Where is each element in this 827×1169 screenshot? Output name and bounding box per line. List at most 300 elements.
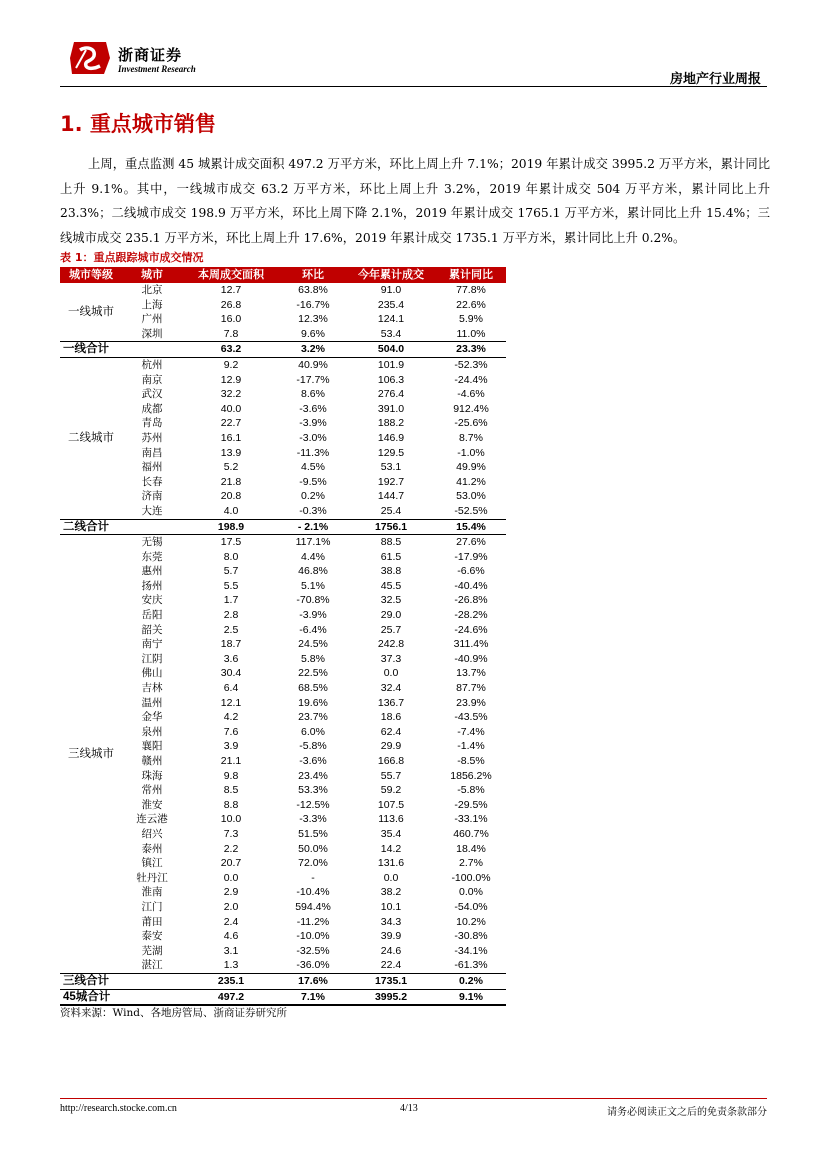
ytd-cell: 3995.2 xyxy=(346,989,436,1005)
wow-cell: -16.7% xyxy=(296,298,330,311)
table-row xyxy=(60,871,506,886)
city-cell: 南宁 xyxy=(141,638,163,651)
table-row xyxy=(60,608,506,623)
city-cell: 福州 xyxy=(141,461,163,474)
wow-cell: -10.0% xyxy=(296,930,330,943)
wow-cell: 4.4% xyxy=(301,550,325,563)
table-row xyxy=(60,915,506,930)
wow-cell: - xyxy=(311,871,315,884)
weekly-area-cell: 5.5 xyxy=(223,579,239,592)
header-yoy: 累计同比 xyxy=(436,267,506,283)
ytd-cell: 22.4 xyxy=(380,959,402,972)
city-cell: 温州 xyxy=(141,696,163,709)
yoy-cell: 18.4% xyxy=(456,842,486,855)
ytd-cell: 29.0 xyxy=(380,609,402,622)
ytd-cell: 166.8 xyxy=(377,755,405,767)
subtotal-label: 三线合计 xyxy=(60,973,182,989)
city-cell: 广州 xyxy=(141,313,163,326)
table-row xyxy=(60,489,506,504)
wow-cell: 9.6% xyxy=(301,327,325,340)
wow-cell: -12.5% xyxy=(296,798,330,811)
weekly-area-cell: 2.5 xyxy=(223,623,239,636)
header-city: 城市 xyxy=(122,267,182,283)
city-cell: 吉林 xyxy=(141,682,163,695)
brand-name-en: Investment Research xyxy=(118,64,196,74)
source-note: 资料来源：Wind、各地房管局、浙商证券研究所 xyxy=(60,1007,287,1019)
yoy-cell: 41.2% xyxy=(456,475,486,488)
grand-total-row xyxy=(60,989,506,1005)
city-cell: 惠州 xyxy=(141,565,163,578)
yoy-cell: 13.7% xyxy=(456,667,486,680)
weekly-area-cell: 32.2 xyxy=(220,388,242,401)
weekly-area-cell: 63.2 xyxy=(182,342,280,358)
company-logo-icon xyxy=(66,38,114,78)
table-row xyxy=(60,460,506,475)
wow-cell: 117.1% xyxy=(280,535,346,550)
ytd-cell: 32.4 xyxy=(380,682,402,695)
city-cell: 牡丹江 xyxy=(136,871,168,884)
section-title: 1. 重点城市销售 xyxy=(60,112,216,136)
ytd-cell: 1756.1 xyxy=(346,519,436,535)
wow-cell: 3.2% xyxy=(280,342,346,358)
ytd-cell: 391.0 xyxy=(377,402,405,415)
wow-cell: 4.5% xyxy=(301,461,325,474)
footer-divider xyxy=(60,1098,767,1099)
subtotal-row xyxy=(60,519,506,535)
table-row xyxy=(60,652,506,667)
wow-cell: 68.5% xyxy=(298,682,328,695)
yoy-cell: -25.6% xyxy=(454,417,488,430)
ytd-cell: 276.4 xyxy=(377,388,405,401)
ytd-cell: 192.7 xyxy=(377,475,405,488)
yoy-cell: 0.0% xyxy=(459,886,483,899)
yoy-cell: -33.1% xyxy=(454,813,488,826)
grand-total-label: 45城合计 xyxy=(60,989,182,1005)
ytd-cell: 235.4 xyxy=(377,298,405,311)
header-wow: 环比 xyxy=(280,267,346,283)
table-row xyxy=(60,402,506,417)
city-cell: 南京 xyxy=(141,373,163,386)
yoy-cell: 311.4% xyxy=(453,638,489,651)
table-row xyxy=(60,312,506,327)
weekly-area-cell: 2.4 xyxy=(223,915,239,928)
wow-cell: 17.6% xyxy=(280,973,346,989)
footer-url[interactable]: http://research.stocke.com.cn xyxy=(60,1103,177,1114)
yoy-cell: -4.6% xyxy=(457,388,485,401)
city-cell: 金华 xyxy=(141,711,163,724)
weekly-area-cell: 8.5 xyxy=(223,784,239,797)
city-cell: 绍兴 xyxy=(141,827,163,840)
yoy-cell: -28.2% xyxy=(454,609,488,622)
weekly-area-cell: 198.9 xyxy=(182,519,280,535)
disclaimer-note: 请务必阅读正文之后的免责条款部分 xyxy=(607,1107,767,1118)
weekly-area-cell: 2.0 xyxy=(223,900,239,913)
table-header-row xyxy=(60,267,506,283)
weekly-area-cell: 235.1 xyxy=(182,973,280,989)
wow-cell: 50.0% xyxy=(298,842,328,855)
ytd-cell: 106.3 xyxy=(377,373,405,386)
table-row xyxy=(60,446,506,461)
wow-cell: -3.6% xyxy=(299,755,327,767)
wow-cell: 51.5% xyxy=(298,827,328,840)
weekly-area-cell: 16.0 xyxy=(220,313,242,326)
ytd-cell: 10.1 xyxy=(380,900,402,913)
city-cell: 无锡 xyxy=(122,535,182,550)
yoy-cell: -17.9% xyxy=(454,550,488,563)
table-row xyxy=(60,623,506,638)
yoy-cell: -52.3% xyxy=(436,357,506,372)
yoy-cell: -24.6% xyxy=(454,623,488,636)
ytd-cell: 129.5 xyxy=(377,446,405,459)
yoy-cell: 23.9% xyxy=(456,696,486,709)
table-row xyxy=(60,373,506,388)
yoy-cell: 77.8% xyxy=(456,284,486,296)
ytd-cell: 61.5 xyxy=(380,550,402,563)
ytd-cell: 14.2 xyxy=(380,842,402,855)
yoy-cell: -40.9% xyxy=(454,652,488,665)
ytd-cell: 1735.1 xyxy=(346,973,436,989)
weekly-area-cell: 4.2 xyxy=(223,711,239,724)
yoy-cell: -1.4% xyxy=(457,740,485,753)
city-level-cell: 三线城市 xyxy=(60,535,122,974)
city-cell: 深圳 xyxy=(141,327,163,340)
weekly-area-cell: 18.7 xyxy=(220,638,242,651)
city-cell: 襄阳 xyxy=(141,740,163,753)
table-row xyxy=(60,783,506,798)
yoy-cell: -43.5% xyxy=(454,711,488,724)
city-cell: 常州 xyxy=(141,784,163,797)
ytd-cell: 18.6 xyxy=(380,711,402,724)
city-cell: 淮安 xyxy=(141,798,163,811)
yoy-cell: 49.9% xyxy=(456,461,486,474)
wow-cell: -6.4% xyxy=(299,623,327,636)
yoy-cell: 22.6% xyxy=(456,298,486,311)
table-row xyxy=(60,696,506,711)
ytd-cell: 107.5 xyxy=(377,798,405,811)
table-row xyxy=(60,944,506,959)
city-sales-table xyxy=(60,267,506,1006)
wow-cell: 6.0% xyxy=(301,725,325,738)
weekly-area-cell: 10.0 xyxy=(220,813,242,826)
ytd-cell: 188.2 xyxy=(377,417,405,430)
ytd-cell: 53.4 xyxy=(380,327,402,340)
yoy-cell: 10.2% xyxy=(456,915,486,928)
table-row xyxy=(60,812,506,827)
city-cell: 泉州 xyxy=(141,725,163,738)
city-cell: 镇江 xyxy=(141,857,163,870)
ytd-cell: 37.3 xyxy=(380,652,402,665)
ytd-cell: 29.9 xyxy=(380,740,402,753)
city-cell: 泰州 xyxy=(141,842,163,855)
table-row xyxy=(60,725,506,740)
wow-cell: 63.8% xyxy=(298,284,328,296)
table-row xyxy=(60,550,506,565)
ytd-cell: 144.7 xyxy=(377,490,405,503)
yoy-cell: -1.0% xyxy=(457,446,485,459)
ytd-cell: 88.5 xyxy=(346,535,436,550)
weekly-area-cell: 17.5 xyxy=(182,535,280,550)
weekly-area-cell: 3.9 xyxy=(223,740,239,753)
city-cell: 韶关 xyxy=(141,623,163,636)
report-type: 房地产行业周报 xyxy=(669,72,761,87)
wow-cell: 8.6% xyxy=(301,388,325,401)
wow-cell: -0.3% xyxy=(299,504,327,517)
ytd-cell: 32.5 xyxy=(380,594,402,607)
wow-cell: 53.3% xyxy=(298,784,328,797)
wow-cell: 23.7% xyxy=(298,711,328,724)
weekly-area-cell: 20.8 xyxy=(220,490,242,503)
weekly-area-cell: 21.8 xyxy=(220,475,242,488)
weekly-area-cell: 12.1 xyxy=(220,696,242,709)
table-row xyxy=(60,327,506,342)
city-cell: 江阴 xyxy=(141,652,163,665)
ytd-cell: 25.7 xyxy=(380,623,402,636)
wow-cell: -32.5% xyxy=(296,944,330,957)
yoy-cell: -34.1% xyxy=(454,944,488,957)
ytd-cell: 45.5 xyxy=(380,579,402,592)
table-row xyxy=(60,739,506,754)
weekly-area-cell: 40.0 xyxy=(220,402,242,415)
weekly-area-cell: 13.9 xyxy=(220,446,242,459)
yoy-cell: 11.0% xyxy=(456,327,486,340)
yoy-cell: -8.5% xyxy=(457,755,485,767)
ytd-cell: 242.8 xyxy=(377,638,405,651)
wow-cell: -5.8% xyxy=(299,740,327,753)
ytd-cell: 91.0 xyxy=(380,284,402,296)
wow-cell: -17.7% xyxy=(296,373,330,386)
ytd-cell: 0.0 xyxy=(383,667,399,680)
yoy-cell: 460.7% xyxy=(453,827,489,840)
wow-cell: 22.5% xyxy=(298,667,328,680)
weekly-area-cell: 16.1 xyxy=(220,431,242,444)
yoy-cell: 2.7% xyxy=(459,857,483,870)
wow-cell: -70.8% xyxy=(296,594,330,607)
city-cell: 杭州 xyxy=(122,357,182,372)
weekly-area-cell: 1.7 xyxy=(223,594,239,607)
city-cell: 苏州 xyxy=(141,431,163,444)
city-cell: 武汉 xyxy=(141,388,163,401)
table-row xyxy=(60,593,506,608)
city-cell: 江门 xyxy=(141,900,163,913)
weekly-area-cell: 497.2 xyxy=(182,989,280,1005)
city-cell: 珠海 xyxy=(141,769,163,782)
city-cell: 芜湖 xyxy=(141,944,163,957)
yoy-cell: 8.7% xyxy=(459,431,483,444)
ytd-cell: 101.9 xyxy=(346,357,436,372)
table-row xyxy=(60,710,506,725)
wow-cell: 19.6% xyxy=(298,696,328,709)
table-row xyxy=(60,681,506,696)
city-cell: 上海 xyxy=(141,298,163,311)
table-row xyxy=(60,637,506,652)
wow-cell: - 2.1% xyxy=(280,519,346,535)
wow-cell: 5.1% xyxy=(301,579,325,592)
city-cell: 北京 xyxy=(141,284,163,296)
subtotal-row xyxy=(60,342,506,358)
weekly-area-cell: 9.8 xyxy=(223,769,239,782)
ytd-cell: 38.8 xyxy=(380,565,402,578)
yoy-cell: -61.3% xyxy=(454,959,488,972)
table-row xyxy=(60,769,506,784)
weekly-area-cell: 3.1 xyxy=(223,944,239,957)
yoy-cell: -40.4% xyxy=(454,579,488,592)
ytd-cell: 24.6 xyxy=(380,944,402,957)
city-cell: 长春 xyxy=(141,475,163,488)
header-city-level: 城市等级 xyxy=(60,267,122,283)
weekly-area-cell: 21.1 xyxy=(220,755,242,767)
ytd-cell: 504.0 xyxy=(346,342,436,358)
city-cell: 安庆 xyxy=(141,594,163,607)
weekly-area-cell: 8.8 xyxy=(223,798,239,811)
ytd-cell: 39.9 xyxy=(380,930,402,943)
weekly-area-cell: 4.6 xyxy=(223,930,239,943)
city-cell: 淮南 xyxy=(141,886,163,899)
weekly-area-cell: 3.6 xyxy=(223,652,239,665)
yoy-cell: -100.0% xyxy=(451,871,491,884)
yoy-cell: 87.7% xyxy=(456,682,486,695)
weekly-area-cell: 1.3 xyxy=(223,959,239,972)
wow-cell: 40.9% xyxy=(280,357,346,372)
city-cell: 佛山 xyxy=(141,667,163,680)
yoy-cell: 15.4% xyxy=(436,519,506,535)
city-cell: 莆田 xyxy=(141,915,163,928)
table-row xyxy=(60,283,506,298)
weekly-area-cell: 7.3 xyxy=(223,827,239,840)
yoy-cell: 23.3% xyxy=(436,342,506,358)
yoy-cell: 912.4% xyxy=(453,402,489,415)
table-row xyxy=(60,666,506,681)
table-row xyxy=(60,298,506,313)
ytd-cell: 55.7 xyxy=(380,769,402,782)
header-divider xyxy=(60,86,767,87)
yoy-cell: 0.2% xyxy=(436,973,506,989)
header-ytd: 今年累计成交 xyxy=(346,267,436,283)
city-cell: 济南 xyxy=(141,490,163,503)
city-cell: 南昌 xyxy=(141,446,163,459)
weekly-area-cell: 5.7 xyxy=(223,565,239,578)
ytd-cell: 0.0 xyxy=(383,871,399,884)
wow-cell: 0.2% xyxy=(301,490,325,503)
ytd-cell: 53.1 xyxy=(380,461,402,474)
weekly-area-cell: 26.8 xyxy=(220,298,242,311)
city-level-cell: 二线城市 xyxy=(60,357,122,519)
table-row xyxy=(60,504,506,519)
table-row xyxy=(60,535,506,550)
brand-name: 浙商证券 xyxy=(118,46,183,64)
city-cell: 岳阳 xyxy=(141,609,163,622)
wow-cell: -3.0% xyxy=(299,431,327,444)
wow-cell: 72.0% xyxy=(298,857,328,870)
wow-cell: -11.2% xyxy=(296,915,330,928)
wow-cell: 46.8% xyxy=(298,565,328,578)
table-title: 表 1：重点跟踪城市成交情况 xyxy=(60,251,204,264)
wow-cell: 24.5% xyxy=(298,638,328,651)
header-weekly-area: 本周成交面积 xyxy=(182,267,280,283)
weekly-area-cell: 0.0 xyxy=(223,871,239,884)
city-cell: 泰安 xyxy=(141,930,163,943)
wow-cell: 5.8% xyxy=(301,652,325,665)
weekly-area-cell: 2.2 xyxy=(223,842,239,855)
yoy-cell: -5.8% xyxy=(457,784,485,797)
weekly-area-cell: 8.0 xyxy=(223,550,239,563)
wow-cell: -3.9% xyxy=(299,417,327,430)
ytd-cell: 62.4 xyxy=(380,725,402,738)
table-row xyxy=(60,564,506,579)
weekly-area-cell: 2.8 xyxy=(223,609,239,622)
weekly-area-cell: 12.9 xyxy=(220,373,242,386)
ytd-cell: 25.4 xyxy=(380,504,402,517)
table-row xyxy=(60,929,506,944)
weekly-area-cell: 20.7 xyxy=(220,857,242,870)
subtotal-label: 一线合计 xyxy=(60,342,182,358)
yoy-cell: 27.6% xyxy=(436,535,506,550)
wow-cell: -3.6% xyxy=(299,402,327,415)
weekly-area-cell: 4.0 xyxy=(223,504,239,517)
ytd-cell: 146.9 xyxy=(377,431,405,444)
weekly-area-cell: 30.4 xyxy=(220,667,242,680)
ytd-cell: 124.1 xyxy=(377,313,405,326)
yoy-cell: -29.5% xyxy=(454,798,488,811)
yoy-cell: -52.5% xyxy=(454,504,488,517)
weekly-area-cell: 6.4 xyxy=(223,682,239,695)
table-row xyxy=(60,416,506,431)
city-level-cell: 一线城市 xyxy=(68,305,114,318)
city-cell: 青岛 xyxy=(141,417,163,430)
table-row xyxy=(60,885,506,900)
city-cell: 湛江 xyxy=(141,959,163,972)
table-row xyxy=(60,357,506,372)
wow-cell: 594.4% xyxy=(295,900,331,913)
weekly-area-cell: 2.9 xyxy=(223,886,239,899)
weekly-area-cell: 7.6 xyxy=(223,725,239,738)
yoy-cell: -30.8% xyxy=(454,930,488,943)
weekly-area-cell: 12.7 xyxy=(220,284,242,296)
subtotal-row xyxy=(60,973,506,989)
yoy-cell: 1856.2% xyxy=(450,769,492,782)
table-row xyxy=(60,579,506,594)
table-row xyxy=(60,827,506,842)
wow-cell: -10.4% xyxy=(296,886,330,899)
weekly-area-cell: 9.2 xyxy=(182,357,280,372)
ytd-cell: 35.4 xyxy=(380,827,402,840)
city-cell: 连云港 xyxy=(136,813,168,826)
city-cell: 成都 xyxy=(141,402,163,415)
ytd-cell: 38.2 xyxy=(380,886,402,899)
wow-cell: -3.3% xyxy=(299,813,327,826)
body-paragraph: 上周，重点监测 45 城累计成交面积 497.2 万平方米，环比上周上升 7.1%；2019 年累计成交 3995.2 万平方米，累计同比上升 9.1%。其中，一线城市成交 63.2 万平方米，环比上周上升 3.2%，2019 年累计成交 504 万平方米，累计同比上升 23.3%；二线城市成交 198.9 万平方米，环比上周下降 2.1%，2019 年累计成交 1765.1 万平方米，累计同比上升 15.4%；三线城市成交 235.1 万平方米，环比上周上升 17.6%，2019 年累计成交 1735.1 万平方米，累计同比上升 0.2%。 xyxy=(60,157,770,245)
yoy-cell: 9.1% xyxy=(436,989,506,1005)
page-number: 4/13 xyxy=(400,1103,418,1114)
table-row xyxy=(60,387,506,402)
table-row xyxy=(60,431,506,446)
yoy-cell: 5.9% xyxy=(459,313,483,326)
wow-cell: -9.5% xyxy=(299,475,327,488)
ytd-cell: 59.2 xyxy=(380,784,402,797)
yoy-cell: -6.6% xyxy=(457,565,485,578)
wow-cell: -3.9% xyxy=(299,609,327,622)
wow-cell: 12.3% xyxy=(298,313,328,326)
yoy-cell: -7.4% xyxy=(457,725,485,738)
wow-cell: 23.4% xyxy=(298,769,328,782)
yoy-cell: -26.8% xyxy=(454,594,488,607)
city-cell: 大连 xyxy=(141,504,163,517)
city-cell: 扬州 xyxy=(141,579,163,592)
city-cell: 东莞 xyxy=(141,550,163,563)
wow-cell: -11.3% xyxy=(296,446,330,459)
ytd-cell: 34.3 xyxy=(380,915,402,928)
subtotal-label: 二线合计 xyxy=(60,519,182,535)
yoy-cell: -24.4% xyxy=(454,373,488,386)
